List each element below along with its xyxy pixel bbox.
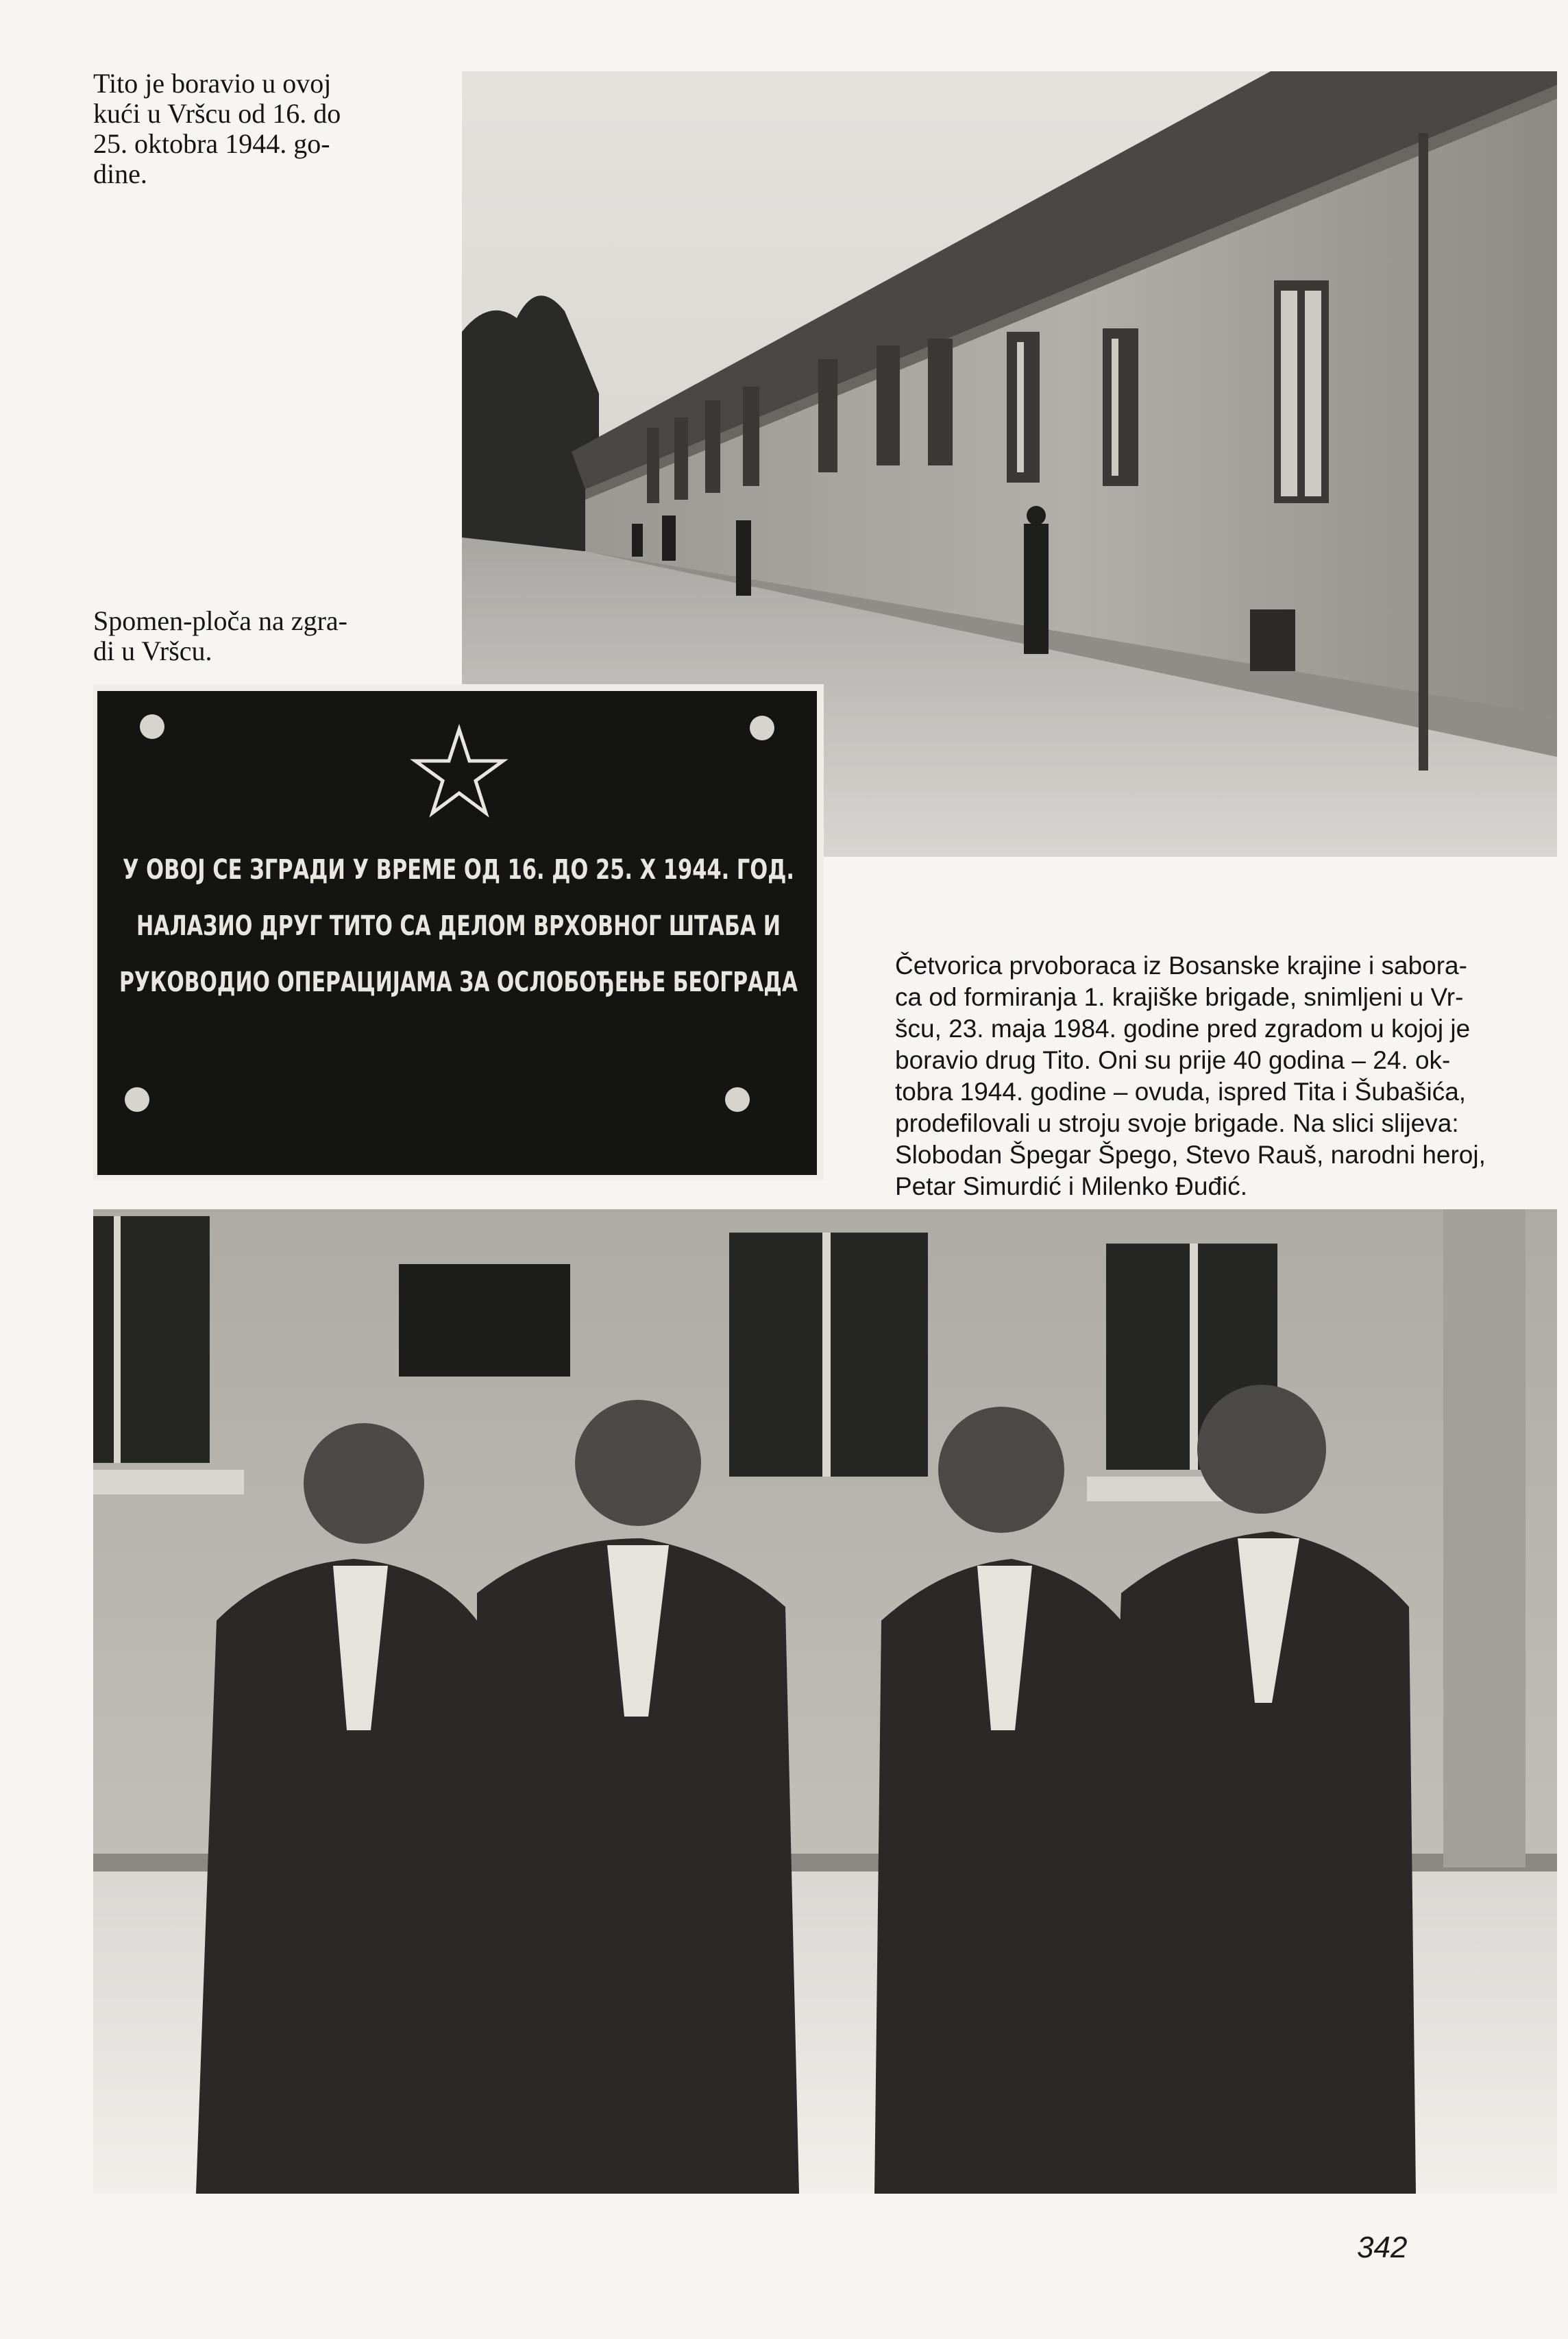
caption-plaque: Spomen-ploča na zgra- di u Vršcu. [93,605,347,666]
plaque-line-2: НАЛАЗИО ДРУГ ТИТО СА ДЕЛОМ ВРХОВНОГ ШТАБА И [136,910,781,942]
caption-four-fighters: Četvorica prvoboraca iz Bosanske krajine i sabora- ca od formiranja 1. krajiške brigade, snimljeni u Vr- šcu, 23. maja 1984. godine pred zgradom u kojoj je boravio drug Tito. Oni su prije 40 godina – 24. ok- tobra 1944. godine – ovuda, ispred Tita i Šubašića, prodefilovali u stroju svoje brigade. Na slici slijeva: Slobodan Špegar Špego, Stevo Rauš, narodni heroj, Petar Simurdić i Milenko Đuđić. [895,952,1486,1200]
caption-tito-house: Tito je boravio u ovoj kući u Vršcu od 16. do 25. oktobra 1944. go- dine. [93,68,341,189]
page-number: 342 [1357,2231,1408,2264]
plaque-line-3: РУКОВОДИО ОПЕРАЦИЈАМА ЗА ОСЛОБОЂЕЊЕ БЕОГРАДА [119,967,798,998]
plaque-line-1: У ОВОЈ СЕ ЗГРАДИ У ВРЕМЕ ОД 16. ДО 25. X 1944. ГОД. [123,854,794,886]
photo-four-veterans [93,1209,1557,2194]
photo-memorial-plaque [93,684,824,1180]
